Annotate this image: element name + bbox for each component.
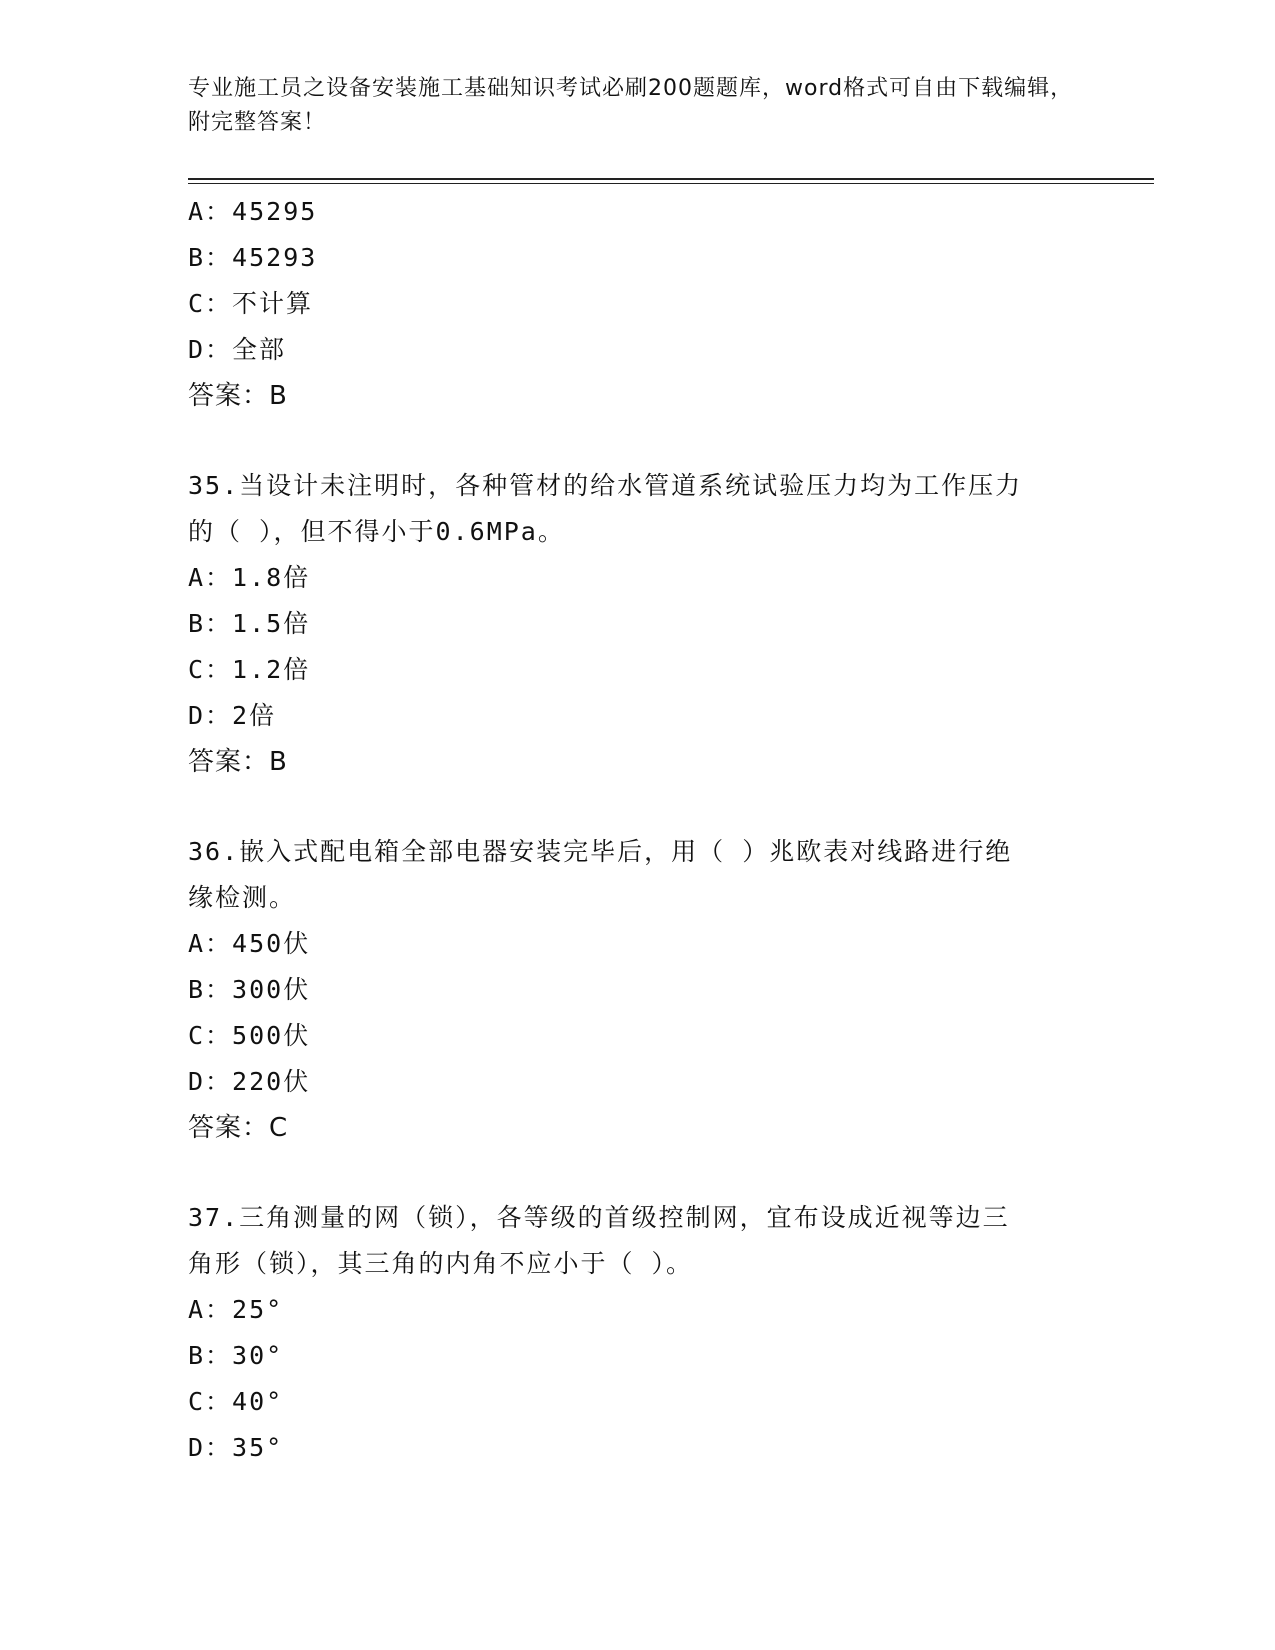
question-stem-line: 35.当设计未注明时，各种管材的给水管道系统试验压力均为工作压力 — [188, 471, 1023, 500]
question-stem-line: 角形（锁），其三角的内角不应小于（ ）。 — [188, 1249, 694, 1278]
spacer — [188, 419, 1088, 463]
header-divider-thin — [188, 183, 1154, 184]
option-a: A：450伏 — [188, 929, 311, 958]
question-34 — [188, 189, 1088, 419]
option-c: C：不计算 — [188, 289, 314, 318]
option-d: D：220伏 — [188, 1067, 311, 1096]
question-37 — [188, 1195, 1088, 1471]
option-b: B：45293 — [188, 243, 318, 272]
answer-line: 答案：B — [188, 381, 288, 411]
question-list — [188, 189, 1088, 1471]
option-c: C：500伏 — [188, 1021, 311, 1050]
header-divider-thick — [188, 178, 1154, 180]
option-a: A：25° — [188, 1295, 284, 1324]
option-c: C：40° — [188, 1387, 284, 1416]
answer-line: 答案：C — [188, 1113, 289, 1143]
spacer — [188, 1151, 1088, 1195]
question-stem-line: 缘检测。 — [188, 883, 297, 912]
option-b: B：30° — [188, 1341, 284, 1370]
question-stem-line: 36.嵌入式配电箱全部电器安装完毕后，用（ ）兆欧表对线路进行绝 — [188, 837, 1013, 866]
option-a: A：1.8倍 — [188, 563, 311, 592]
option-d: D：全部 — [188, 335, 287, 364]
question-35 — [188, 463, 1088, 785]
question-36 — [188, 829, 1088, 1151]
option-d: D：35° — [188, 1433, 284, 1462]
spacer — [188, 785, 1088, 829]
option-b: B：1.5倍 — [188, 609, 311, 638]
option-b: B：300伏 — [188, 975, 311, 1004]
answer-line: 答案：B — [188, 747, 288, 777]
option-a: A：45295 — [188, 197, 318, 226]
question-stem-line: 的（ ），但不得小于0.6MPa。 — [188, 517, 565, 546]
option-d: D：2倍 — [188, 701, 277, 730]
document-header: 专业施工员之设备安装施工基础知识考试必刷200题题库，word格式可自由下载编辑，附完整答案！ — [188, 76, 1074, 135]
option-c: C：1.2倍 — [188, 655, 311, 684]
question-stem-line: 37.三角测量的网（锁），各等级的首级控制网，宜布设成近视等边三 — [188, 1203, 1010, 1232]
